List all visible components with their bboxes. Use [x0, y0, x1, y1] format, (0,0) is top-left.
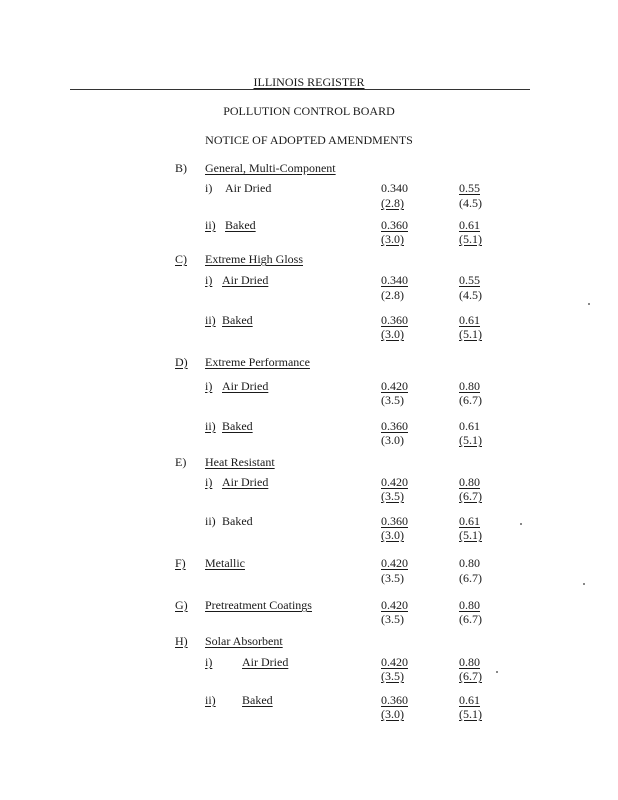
value-voc-a: 0.360	[381, 514, 408, 528]
row-num: i)	[205, 379, 213, 393]
value-voc-b: 0.55	[459, 181, 480, 195]
value-voc-a-alt: (3.0)	[381, 327, 404, 341]
section-label: B)	[175, 161, 187, 175]
value-voc-a-alt: (3.0)	[381, 707, 404, 721]
section-category: Pretreatment Coatings	[205, 598, 312, 612]
value-voc-b: 0.80	[459, 475, 480, 489]
value-voc-b: 0.80	[459, 598, 480, 612]
value-voc-a-alt: (3.0)	[381, 528, 404, 542]
row-num: ii)	[205, 693, 216, 707]
row-num: i)	[205, 655, 213, 669]
board-title: POLLUTION CONTROL BOARD	[223, 104, 395, 118]
value-voc-a-alt: (3.0)	[381, 232, 404, 246]
section-label: H)	[175, 634, 188, 648]
value-voc-b: 0.61	[459, 693, 480, 707]
value-voc-a: 0.360	[381, 313, 408, 327]
value-voc-a-alt: (3.5)	[381, 489, 404, 503]
row-name: Air Dried	[242, 655, 289, 669]
scan-speck	[520, 523, 522, 525]
section-category: Metallic	[205, 556, 245, 570]
section-label: F)	[175, 556, 186, 570]
value-voc-a: 0.360	[381, 693, 408, 707]
value-voc-b-alt: (5.1)	[459, 232, 482, 246]
row-num: i)	[205, 475, 213, 489]
value-voc-b-alt: (6.7)	[459, 489, 482, 503]
section-label: E)	[175, 455, 187, 469]
value-voc-b-alt: (6.7)	[459, 612, 482, 626]
row-num: ii)	[205, 514, 216, 528]
value-voc-a-alt: (3.5)	[381, 612, 404, 626]
value-voc-a: 0.420	[381, 598, 408, 612]
value-voc-b: 0.61	[459, 514, 480, 528]
section-category: General, Multi-Component	[205, 161, 336, 175]
section-label: D)	[175, 355, 188, 369]
value-voc-b-alt: (5.1)	[459, 528, 482, 542]
section-label: C)	[175, 252, 187, 266]
row-num: i)	[205, 273, 213, 287]
value-voc-a-alt: (3.5)	[381, 571, 404, 585]
value-voc-a-alt: (2.8)	[381, 288, 404, 302]
value-voc-b: 0.61	[459, 313, 480, 327]
value-voc-b: 0.55	[459, 273, 480, 287]
value-voc-b: 0.61	[459, 419, 480, 433]
notice-title: NOTICE OF ADOPTED AMENDMENTS	[205, 133, 413, 147]
row-num: i)	[205, 181, 213, 195]
value-voc-b: 0.80	[459, 655, 480, 669]
value-voc-b-alt: (6.7)	[459, 571, 482, 585]
scan-speck	[583, 583, 585, 585]
value-voc-b-alt: (6.7)	[459, 669, 482, 683]
row-name: Air Dried	[222, 273, 269, 287]
value-voc-a: 0.340	[381, 181, 408, 195]
value-voc-b-alt: (4.5)	[459, 288, 482, 302]
value-voc-a: 0.340	[381, 273, 408, 287]
row-name: Baked	[222, 313, 253, 327]
value-voc-a: 0.360	[381, 419, 408, 433]
value-voc-b: 0.61	[459, 218, 480, 232]
header-rule	[70, 89, 530, 90]
value-voc-b-alt: (5.1)	[459, 327, 482, 341]
register-title: ILLINOIS REGISTER	[253, 75, 365, 89]
row-name: Baked	[222, 514, 253, 528]
section-category: Extreme High Gloss	[205, 252, 303, 266]
row-num: ii)	[205, 419, 216, 433]
row-name: Air Dried	[222, 475, 269, 489]
value-voc-a-alt: (3.5)	[381, 669, 404, 683]
scan-speck	[496, 671, 498, 673]
row-name: Air Dried	[225, 181, 272, 195]
row-num: ii)	[205, 313, 216, 327]
value-voc-a-alt: (3.0)	[381, 433, 404, 447]
section-category: Extreme Performance	[205, 355, 310, 369]
value-voc-b: 0.80	[459, 556, 480, 570]
section-label: G)	[175, 598, 188, 612]
value-voc-a: 0.420	[381, 556, 408, 570]
row-num: ii)	[205, 218, 216, 232]
scan-speck	[588, 303, 590, 305]
row-name: Baked	[225, 218, 256, 232]
value-voc-a: 0.420	[381, 475, 408, 489]
value-voc-b-alt: (4.5)	[459, 196, 482, 210]
section-category: Heat Resistant	[205, 455, 275, 469]
value-voc-a: 0.360	[381, 218, 408, 232]
value-voc-b-alt: (5.1)	[459, 433, 482, 447]
row-name: Baked	[242, 693, 273, 707]
value-voc-a: 0.420	[381, 379, 408, 393]
value-voc-b-alt: (5.1)	[459, 707, 482, 721]
value-voc-b: 0.80	[459, 379, 480, 393]
value-voc-a-alt: (2.8)	[381, 196, 404, 210]
value-voc-b-alt: (6.7)	[459, 393, 482, 407]
value-voc-a: 0.420	[381, 655, 408, 669]
row-name: Air Dried	[222, 379, 269, 393]
value-voc-a-alt: (3.5)	[381, 393, 404, 407]
section-category: Solar Absorbent	[205, 634, 283, 648]
row-name: Baked	[222, 419, 253, 433]
